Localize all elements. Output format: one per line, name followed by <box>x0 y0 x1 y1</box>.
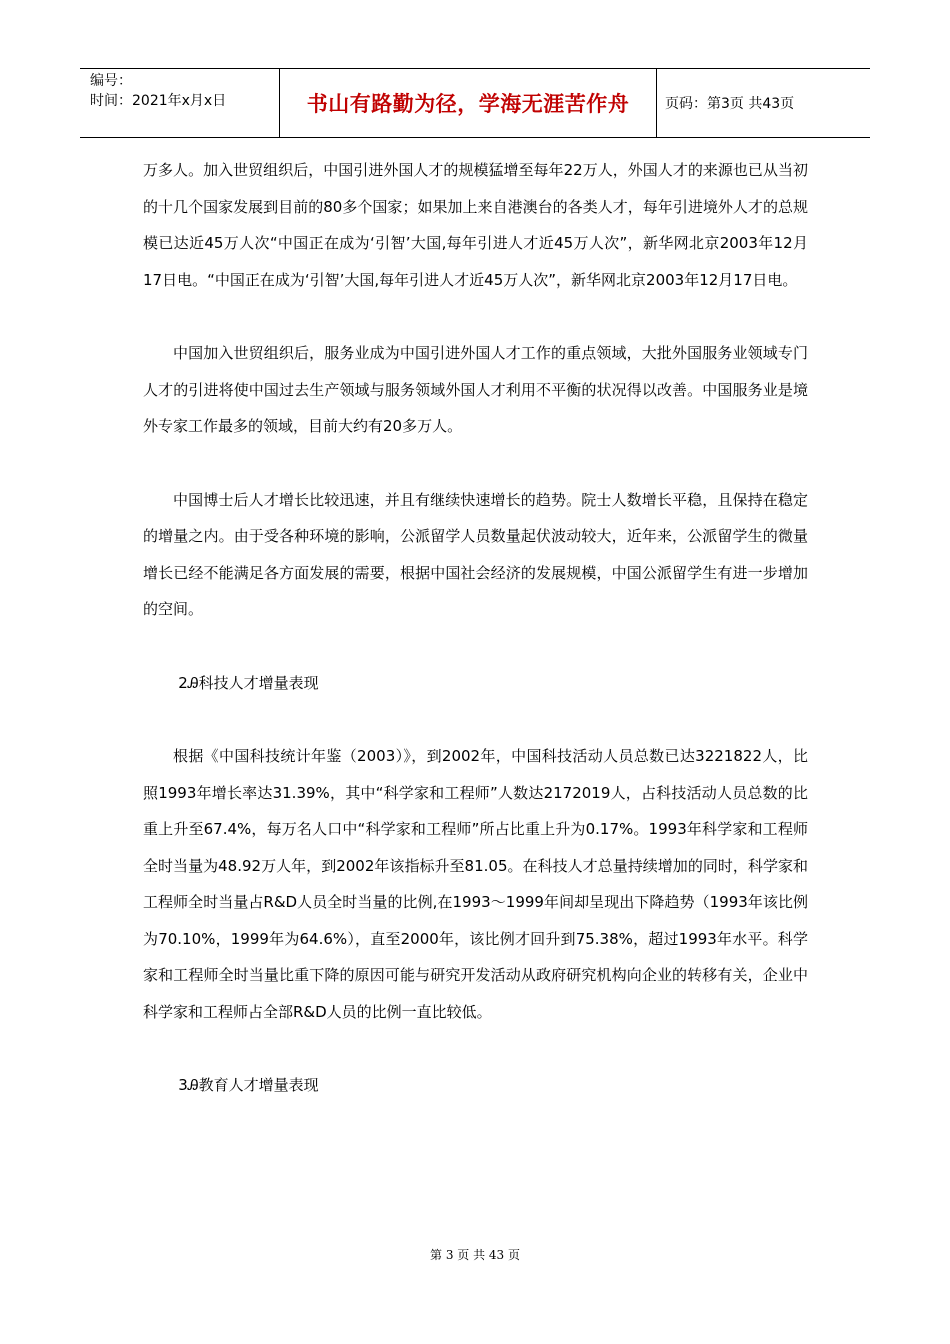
document-number-label: 编号： <box>90 73 132 89</box>
section-heading-education: 3Ꭿ教育人才增量表现 <box>178 1076 319 1094</box>
paragraph-postdoc-growth: 中国博士后人才增长比较迅速，并且有继续快速增长的趋势。院士人数增长平稳，且保持在稳定的增量之内。由于受各种环境的影响，公派留学人员数量起伏波动较大，近年来，公派留学生的微量增长已经不能满足各方面发展的需要，根据中国社会经济的发展规模，中国公派留学生有进一步增加的空间。 <box>143 490 808 618</box>
paragraph-service-industry: 中国加入世贸组织后，服务业成为中国引进外国人才工作的重点领域，大批外国服务业领域专门人才的引进将使中国过去生产领域与服务领域外国人才利用不平衡的状况得以改善。中国服务业是境外专家工作最多的领域，目前大约有20多万人。 <box>143 344 808 435</box>
paragraph-continuation: 万多人。加入世贸组织后，中国引进外国人才的规模猛增至每年22万人，外国人才的来源也已从当初的十几个国家发展到目前的80多个国家；如果加上来自港澳台的各类人才，每年引进境外人才的总规模已达近45万人次“中国正在成为‘引智’大国,每年引进人才近45万人次”，新华网北京2003年12月17日电。“中国正在成为‘引智’大国,每年引进人才近45万人次”，新华网北京2003年12月17日电。 <box>143 161 808 289</box>
section-heading-sci-tech: 2Ꭿ科技人才增量表现 <box>178 673 319 692</box>
document-body <box>143 152 808 1141</box>
header-meta <box>80 69 280 137</box>
header-page-info: 页码：第3页 共43页 <box>665 96 795 112</box>
footer-page-number: 第 3 页 共 43 页 <box>430 1248 520 1262</box>
document-date: 时间：2021年x月x日 <box>90 93 227 109</box>
page-header <box>80 68 870 138</box>
page-footer <box>0 1246 950 1263</box>
header-motto: 书山有路勤为径，学海无涯苦作舟 <box>280 69 657 137</box>
paragraph-sci-tech-stats: 根据《中国科技统计年鉴（2003）》，到2002年，中国科技活动人员总数已达3221822人，比照1993年增长率达31.39%，其中“科学家和工程师”人数达2172019人，占科技活动人员总数的比重上升至67.4%，每万名人口中“科学家和工程师”所占比重上升为0.17%。1993年科学家和工程师全时当量为48.92万人年，到2002年该指标升至81.05。在科技人才总量持续增加的同时，科学家和工程师全时当量占R&D人员全时当量的比例,在1993～1999年间却呈现出下降趋势（1993年该比例为70.10%，1999年为64.6%），直至2000年，该比例才回升到75.38%，超过1993年水平。科学家和工程师全时当量比重下降的原因可能与研究开发活动从政府研究机构向企业的转移有关，企业中科学家和工程师占全部R&D人员的比例一直比较低。 <box>143 747 808 1021</box>
